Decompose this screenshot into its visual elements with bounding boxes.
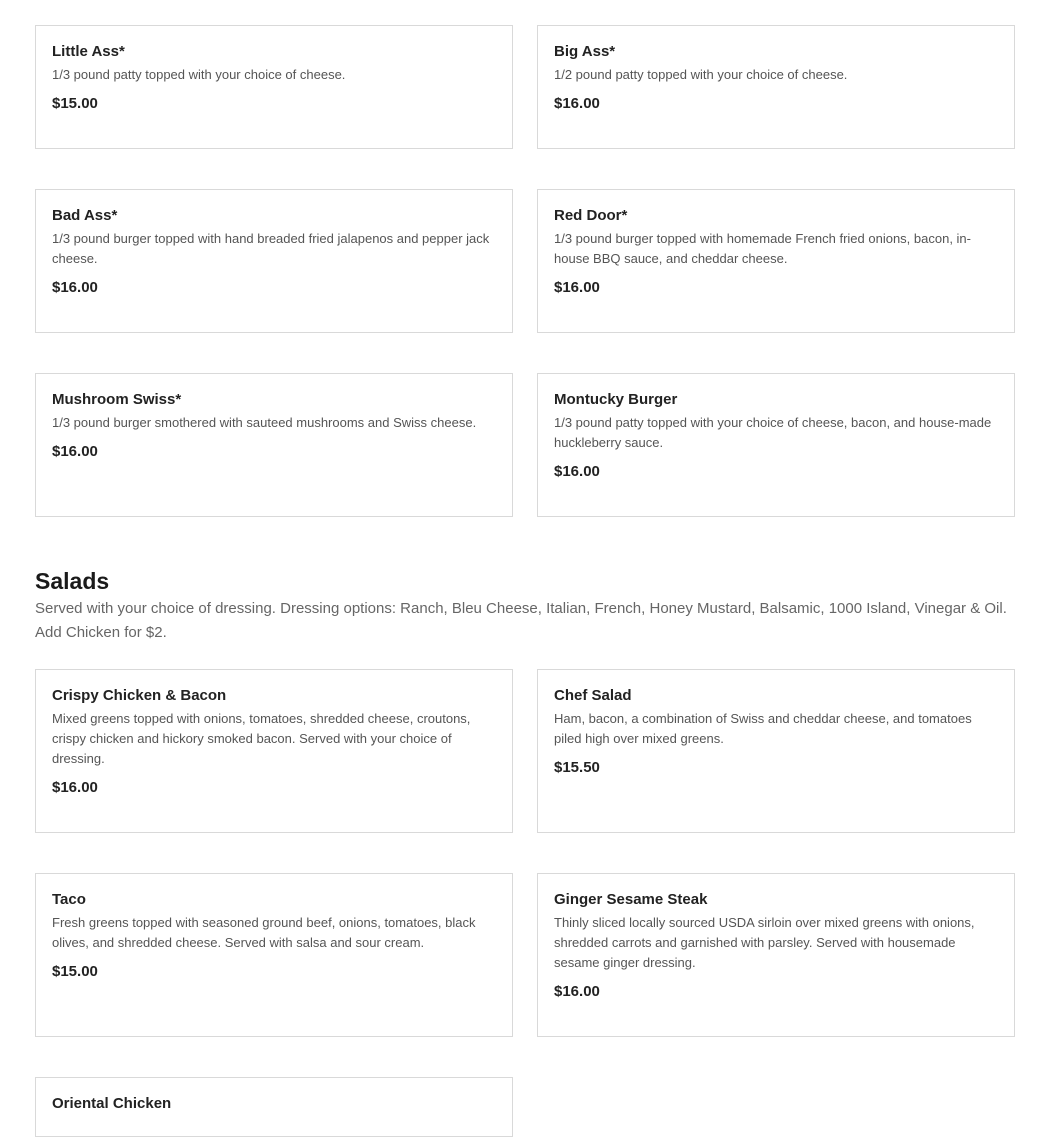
menu-item-card[interactable] bbox=[35, 373, 513, 517]
menu-item-card[interactable] bbox=[537, 25, 1015, 149]
item-description: 1/3 pound burger topped with homemade French fried onions, bacon, in-house BBQ sauce, and cheddar cheese. bbox=[554, 231, 971, 266]
item-name: Chef Salad bbox=[554, 687, 632, 704]
menu-item-card[interactable] bbox=[537, 873, 1015, 1037]
item-price: $15.50 bbox=[554, 759, 600, 776]
item-description: Fresh greens topped with seasoned ground beef, onions, tomatoes, black olives, and shredded cheese. Served with salsa and sour cream. bbox=[52, 915, 476, 950]
item-description: 1/3 pound patty topped with your choice of cheese. bbox=[52, 67, 346, 82]
item-price: $16.00 bbox=[554, 983, 600, 1000]
item-name: Little Ass* bbox=[52, 43, 125, 60]
menu-item-card[interactable] bbox=[35, 25, 513, 149]
menu-item-card[interactable] bbox=[35, 669, 513, 833]
item-description: 1/3 pound burger smothered with sauteed mushrooms and Swiss cheese. bbox=[52, 415, 477, 430]
item-price: $16.00 bbox=[554, 95, 600, 112]
item-name: Oriental Chicken bbox=[52, 1095, 172, 1112]
item-name: Bad Ass* bbox=[52, 207, 118, 224]
item-name: Mushroom Swiss* bbox=[52, 391, 182, 408]
item-name: Crispy Chicken & Bacon bbox=[52, 687, 227, 704]
section-title: Salads bbox=[35, 568, 110, 594]
item-description: 1/3 pound patty topped with your choice of cheese, bacon, and house-made huckleberry sauce. bbox=[554, 415, 992, 450]
item-price: $16.00 bbox=[52, 443, 98, 460]
section-description: Served with your choice of dressing. Dressing options: Ranch, Bleu Cheese, Italian, French, Honey Mustard, Balsamic, 1000 Island, Vinegar & Oil. Add Chicken for $2. bbox=[35, 600, 1007, 641]
item-name: Taco bbox=[52, 891, 86, 908]
item-description: Thinly sliced locally sourced USDA sirloin over mixed greens with onions, shredded carrots and garnished with parsley. Served with housemade sesame ginger dressing. bbox=[554, 915, 975, 970]
item-description: Mixed greens topped with onions, tomatoes, shredded cheese, croutons, crispy chicken and hickory smoked bacon. Served with your choice of dressing. bbox=[52, 711, 471, 766]
menu-item-card[interactable] bbox=[537, 189, 1015, 333]
item-description: Ham, bacon, a combination of Swiss and cheddar cheese, and tomatoes piled high over mixed greens. bbox=[554, 711, 972, 746]
menu-item-card[interactable] bbox=[537, 373, 1015, 517]
item-price: $15.00 bbox=[52, 963, 98, 980]
item-price: $16.00 bbox=[554, 279, 600, 296]
item-description: 1/3 pound burger topped with hand breaded fried jalapenos and pepper jack cheese. bbox=[52, 231, 490, 266]
item-name: Red Door* bbox=[554, 207, 628, 224]
item-name: Montucky Burger bbox=[554, 391, 678, 408]
menu-item-card[interactable] bbox=[35, 1077, 513, 1137]
item-price: $16.00 bbox=[554, 463, 600, 480]
menu-item-card[interactable] bbox=[537, 669, 1015, 833]
item-price: $16.00 bbox=[52, 279, 98, 296]
item-price: $15.00 bbox=[52, 95, 98, 112]
menu-item-card[interactable] bbox=[35, 189, 513, 333]
menu-item-card[interactable] bbox=[35, 873, 513, 1037]
item-name: Big Ass* bbox=[554, 43, 616, 60]
item-description: 1/2 pound patty topped with your choice of cheese. bbox=[554, 67, 848, 82]
item-price: $16.00 bbox=[52, 779, 98, 796]
item-name: Ginger Sesame Steak bbox=[554, 891, 708, 908]
